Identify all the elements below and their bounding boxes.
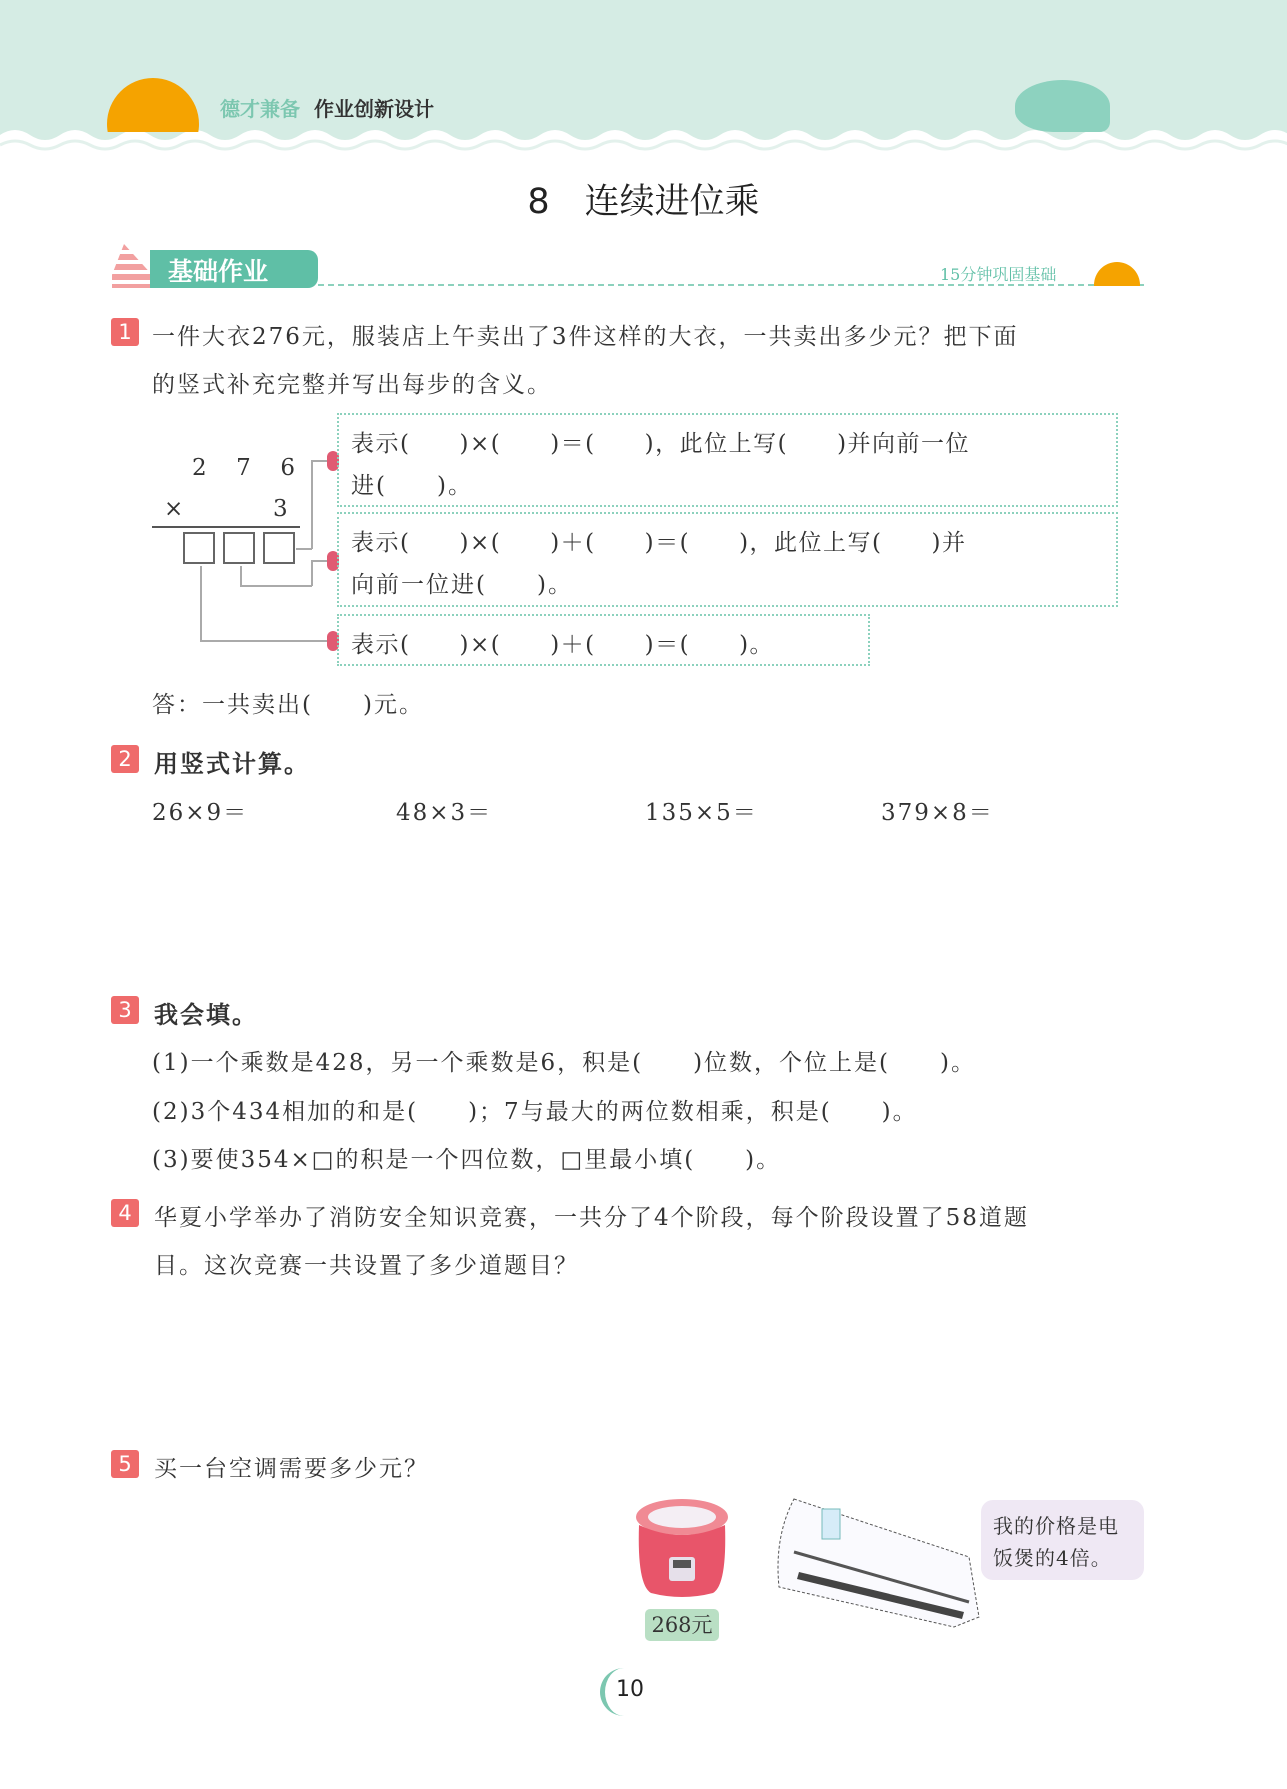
connector: [240, 585, 312, 587]
box2-line1: 表示( )×( )＋( )＝( )，此位上写( )并: [351, 530, 967, 556]
q3-item: (1)一个乘数是428，另一个乘数是6，积是( )位数，个位上是( )。: [152, 1050, 977, 1076]
answer-square-ones[interactable]: [263, 532, 295, 564]
q2-item: 379×8＝: [881, 800, 994, 826]
q3-title: 我会填。: [154, 1001, 258, 1029]
question-number-1: 1: [111, 318, 139, 346]
question-number-2: 2: [111, 745, 139, 773]
times-sign: ×: [164, 496, 186, 522]
q2-item: 135×5＝: [645, 800, 758, 826]
price-tag: 268元: [645, 1609, 719, 1641]
speech-bubble: [981, 1500, 1144, 1580]
q2-title: 用竖式计算。: [154, 750, 310, 778]
q1-text-line1: 一件大衣276元，服装店上午卖出了3件这样的大衣，一共卖出多少元？把下面: [152, 324, 1019, 350]
bubble-line1: 我的价格是电: [993, 1514, 1119, 1538]
multiplier: 3: [273, 496, 290, 522]
connector: [200, 640, 333, 642]
section-subtitle: 15分钟巩固基础: [940, 265, 1057, 284]
q2-item: 26×9＝: [152, 800, 249, 826]
connector: [311, 560, 313, 586]
connector: [311, 460, 313, 549]
brand-black: 作业创新设计: [314, 97, 434, 121]
connector: [296, 548, 312, 550]
bubble-line2: 饭煲的4倍。: [993, 1546, 1112, 1570]
digit: 7: [236, 455, 253, 481]
box3-text: 表示( )×( )＋( )＝( )。: [351, 632, 775, 658]
connector: [200, 566, 202, 641]
multiplicand: [192, 455, 297, 481]
rice-cooker-icon: [631, 1495, 733, 1603]
brand-green: 德才兼备: [220, 97, 300, 121]
q4-line1: 华夏小学举办了消防安全知识竞赛，一共分了4个阶段，每个阶段设置了58道题: [154, 1205, 1029, 1231]
box1-line2: 进( )。: [351, 473, 473, 499]
vertical-calc-line: [152, 526, 300, 528]
air-conditioner-icon: [774, 1497, 987, 1632]
explanation-box-tens: [337, 512, 1118, 607]
answer-square-hundreds[interactable]: [183, 532, 215, 564]
page-title: 8 连续进位乘: [527, 182, 760, 222]
question-number-3: 3: [111, 996, 139, 1024]
question-number-5: 5: [111, 1450, 139, 1478]
question-number-4: 4: [111, 1199, 139, 1227]
digit: 2: [192, 455, 209, 481]
q5-title: 买一台空调需要多少元？: [154, 1456, 429, 1482]
q1-answer: 答：一共卖出( )元。: [152, 692, 424, 718]
q3-item: (3)要使354×□的积是一个四位数，□里最小填( )。: [152, 1147, 782, 1173]
q3-item: (2)3个434相加的和是( )；7与最大的两位数相乘，积是( )。: [152, 1099, 918, 1125]
q1-text-line2: 的竖式补充完整并写出每步的含义。: [152, 372, 552, 398]
box1-line1: 表示( )×( )＝( )，此位上写( )并向前一位: [351, 431, 971, 457]
q4-line2: 目。这次竞赛一共设置了多少道题目？: [154, 1253, 579, 1279]
box2-line2: 向前一位进( )。: [351, 572, 573, 598]
whale-icon: [1015, 80, 1110, 132]
section-header: 基础作业: [150, 250, 318, 288]
explanation-box-ones: [337, 413, 1118, 507]
connector: [240, 566, 242, 586]
sailboat-icon: [112, 244, 152, 288]
sun-small-icon: [1094, 262, 1140, 308]
page-number: 10: [616, 1677, 644, 1702]
q2-item: 48×3＝: [396, 800, 493, 826]
answer-square-tens[interactable]: [223, 532, 255, 564]
digit: 6: [280, 455, 297, 481]
explanation-box-hundreds: [337, 614, 870, 666]
